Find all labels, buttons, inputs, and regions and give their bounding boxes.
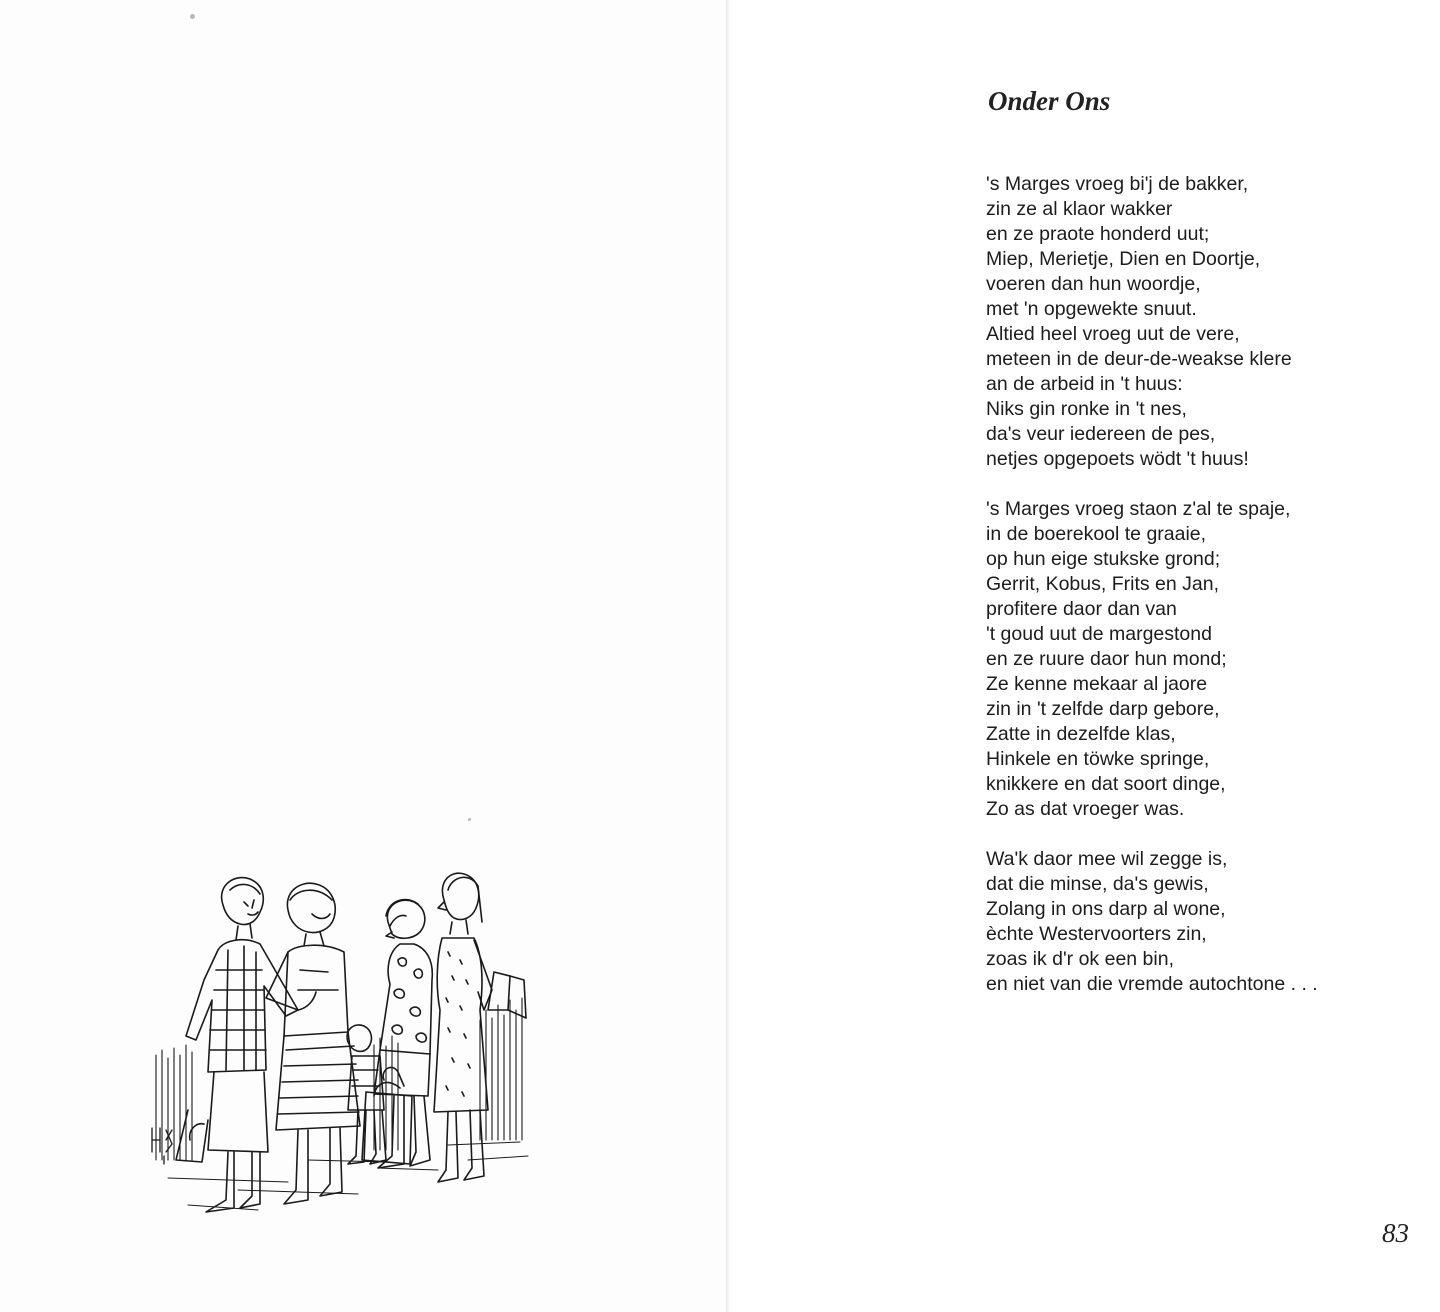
stanza-3 [986,847,1318,997]
page-number: 83 [1382,1218,1409,1248]
poem-line: 's Marges vroeg staon z'al te spaje, [986,498,1291,520]
poem-line: Altied heel vroeg uut de vere, [986,323,1240,345]
poem-line: en ze praote honderd uut; [986,223,1210,245]
poem-line: in de boerekool te graaie, [986,523,1207,545]
poem-line: zin ze al klaor wakker [986,198,1173,220]
women-chatting-illustration [148,860,538,1235]
poem-line: Niks gin ronke in 't nes, [986,398,1187,420]
poem-line: da's veur iedereen de pes, [986,423,1216,445]
stanza-1 [986,172,1292,472]
poem-line: knikkere en dat soort dinge, [986,773,1226,795]
poem-line: profitere daor dan van [986,598,1177,620]
poem-line: dat die minse, da's gewis, [986,873,1209,895]
stanza-2 [986,497,1290,822]
paper-speck [468,818,471,821]
poem-line: Hinkele en töwke springe, [986,748,1210,770]
poem-line: 't goud uut de margestond [986,623,1212,645]
poem-line: en niet van die vremde autochtone . . . [986,973,1318,995]
poem-line: op hun eige stukske grond; [986,548,1221,570]
woman-center [266,883,360,1204]
poem-line: Zolang in ons darp al wone, [986,898,1226,920]
poem-line: èchte Westervoorters zin, [986,923,1207,945]
poem-line: 's Marges vroeg bi'j de bakker, [986,173,1249,195]
poem-title: Onder Ons [988,86,1111,116]
woman-left [176,878,316,1212]
ground-hatching [168,1142,528,1210]
poem-line: Ze kenne mekaar al jaore [986,673,1208,695]
poem-line: zin in 't zelfde darp gebore, [986,698,1220,720]
paper-speck [190,14,195,19]
poem-line: an de arbeid in 't huus: [986,373,1183,395]
poem-line: netjes opgepoets wödt 't huus! [986,448,1249,470]
poem-line: voeren dan hun woordje, [986,273,1201,295]
poem-line: Zo as dat vroeger was. [986,798,1185,820]
poem-line: Miep, Merietje, Dien en Doortje, [986,248,1261,270]
poem-line: met 'n opgewekte snuut. [986,298,1197,320]
poem-line: meteen in de deur-de-weakse klere [986,348,1292,370]
poem-line: Gerrit, Kobus, Frits en Jan, [986,573,1220,595]
poem-line: en ze ruure daor hun mond; [986,648,1227,670]
poem-line: Wa'k daor mee wil zegge is, [986,848,1228,870]
poem-line: zoas ik d'r ok een bin, [986,948,1174,970]
poem-line: Zatte in dezelfde klas, [986,723,1176,745]
